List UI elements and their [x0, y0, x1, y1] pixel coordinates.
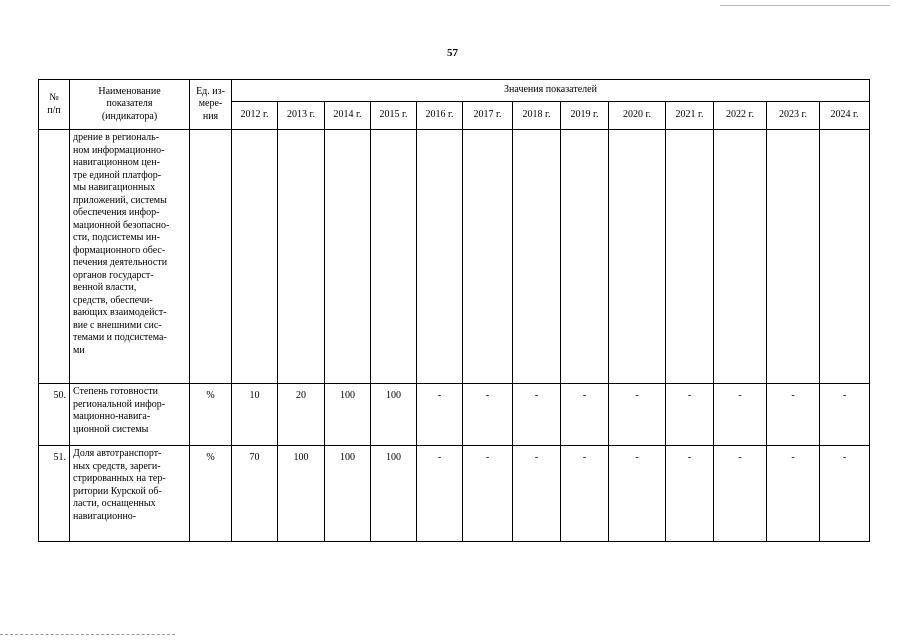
value-cell: - — [767, 446, 820, 542]
header-name — [70, 80, 190, 130]
year-header-cell: 2013 г. — [278, 102, 325, 130]
year-header-cell: 2020 г. — [609, 102, 666, 130]
value-cell — [463, 130, 513, 384]
value-cell: - — [609, 384, 666, 446]
value-cell — [666, 130, 714, 384]
value-cell: - — [561, 384, 609, 446]
header-name-text: Наименование показателя (индикатора) — [98, 85, 161, 122]
value-cell: - — [417, 446, 463, 542]
year-header-cell: 2024 г. — [820, 102, 870, 130]
header-num-text: № п/п — [47, 92, 61, 116]
header-unit-text: Ед. из- мере- ния — [196, 85, 225, 122]
value-cell — [371, 130, 417, 384]
unit-cell: % — [190, 446, 232, 542]
indicator-name: Доля автотранспорт- ных средств, зареги- стрированных на тер- ритории Курской об- ласти, оснащенных навигационно- — [70, 446, 190, 542]
value-cell — [609, 130, 666, 384]
value-cell: 100 — [278, 446, 325, 542]
header-values-title: Значения показателей — [232, 80, 870, 102]
value-cell: 20 — [278, 384, 325, 446]
value-cell — [714, 130, 767, 384]
value-cell: - — [714, 384, 767, 446]
value-cell — [561, 130, 609, 384]
value-cell: - — [417, 384, 463, 446]
year-header-cell: 2014 г. — [325, 102, 371, 130]
year-header-cell: 2019 г. — [561, 102, 609, 130]
table-body — [39, 130, 870, 542]
year-header-cell: 2016 г. — [417, 102, 463, 130]
value-cell: - — [463, 446, 513, 542]
indicator-name: дрение в региональ- ном информационно- навигационном цен- тре единой платфор- мы навигационных приложений, системы обеспечения инфор- мационной безопасно- сти, подсистемы ин- формационного обес- печения деятельности органов государст- венной власти, средств, обеспечи- вающих взаимодейст- вие с внешними сис- темами и подсистема- ми — [70, 130, 190, 384]
value-cell — [767, 130, 820, 384]
unit-cell — [190, 130, 232, 384]
table-row — [39, 384, 870, 446]
value-cell: - — [666, 446, 714, 542]
value-cell: - — [820, 446, 870, 542]
value-cell: - — [820, 384, 870, 446]
value-cell: 70 — [232, 446, 278, 542]
value-cell: - — [513, 384, 561, 446]
value-cell: - — [561, 446, 609, 542]
value-cell: - — [609, 446, 666, 542]
top-rule — [720, 5, 890, 6]
header-num — [39, 80, 70, 130]
page-number: 57 — [447, 47, 458, 59]
value-cell: 100 — [371, 446, 417, 542]
value-cell: - — [767, 384, 820, 446]
year-header-cell: 2012 г. — [232, 102, 278, 130]
year-header-cell: 2017 г. — [463, 102, 513, 130]
header-unit — [190, 80, 232, 130]
value-cell: 10 — [232, 384, 278, 446]
value-cell — [325, 130, 371, 384]
indicator-name: Степень готовности региональной инфор- мационно-навига- ционной системы — [70, 384, 190, 446]
row-number — [39, 130, 70, 384]
year-header-cell: 2021 г. — [666, 102, 714, 130]
year-header-cell: 2023 г. — [767, 102, 820, 130]
year-header-cell: 2015 г. — [371, 102, 417, 130]
row-number: 51. — [39, 446, 70, 542]
table-row — [39, 130, 870, 384]
unit-cell: % — [190, 384, 232, 446]
value-cell — [417, 130, 463, 384]
table-row — [39, 446, 870, 542]
value-cell: 100 — [325, 384, 371, 446]
year-header-cell: 2022 г. — [714, 102, 767, 130]
value-cell — [513, 130, 561, 384]
row-number: 50. — [39, 384, 70, 446]
value-cell — [232, 130, 278, 384]
value-cell — [820, 130, 870, 384]
value-cell: 100 — [325, 446, 371, 542]
value-cell: - — [714, 446, 767, 542]
bottom-rule — [0, 634, 175, 635]
value-cell: - — [463, 384, 513, 446]
value-cell — [278, 130, 325, 384]
value-cell: - — [513, 446, 561, 542]
indicators-table — [38, 79, 870, 542]
value-cell: 100 — [371, 384, 417, 446]
value-cell: - — [666, 384, 714, 446]
year-header-cell: 2018 г. — [513, 102, 561, 130]
